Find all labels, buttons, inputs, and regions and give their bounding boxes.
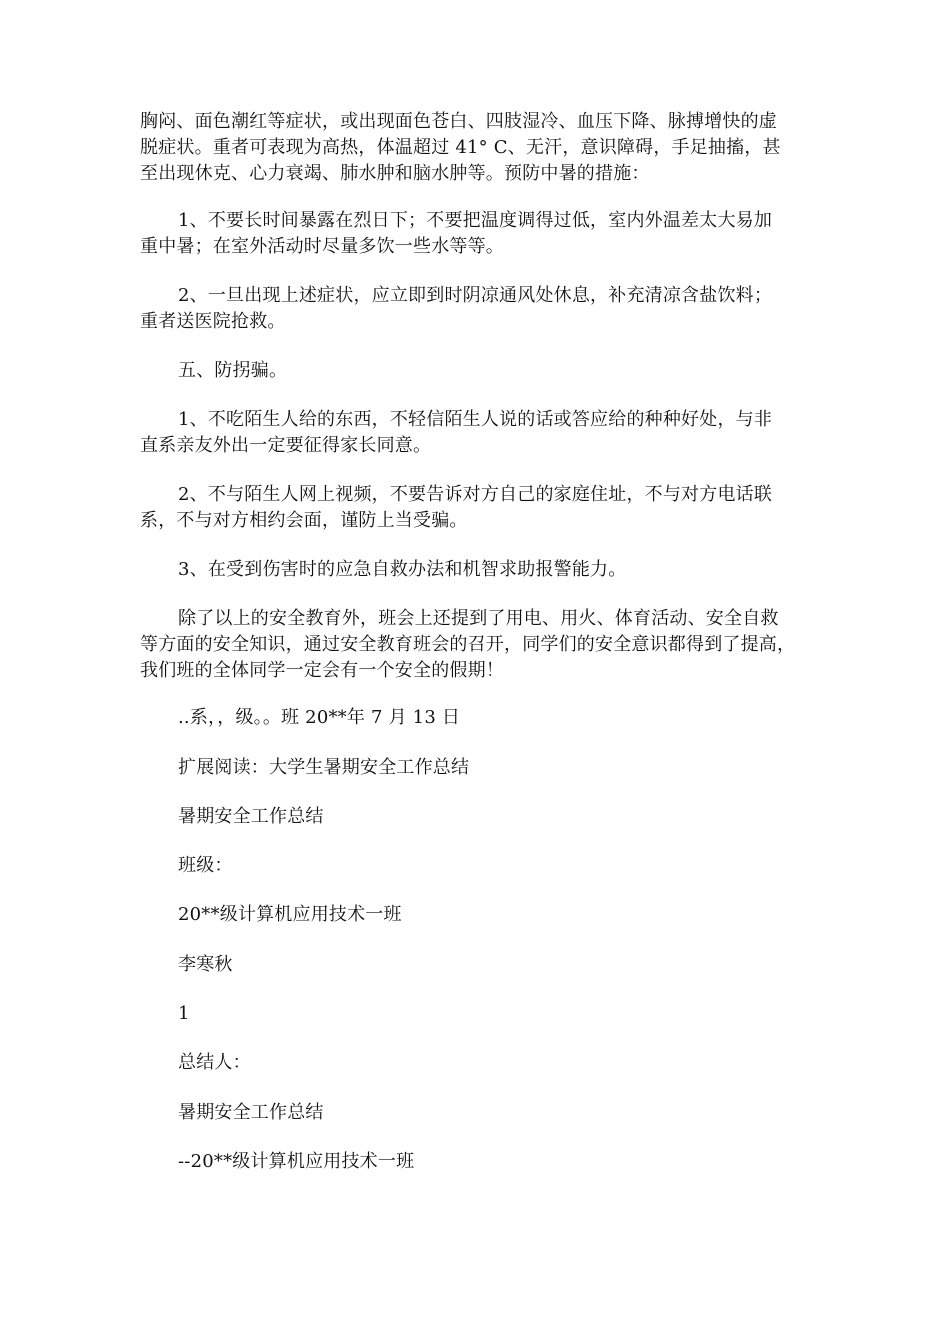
text-line: 暑期安全工作总结 [178, 1102, 324, 1123]
text-line: 班级： [178, 855, 233, 876]
summarizer-label [178, 1050, 824, 1076]
text-line: 总结人： [178, 1052, 251, 1073]
text-line: 胸闷、面色潮红等症状，或出现面色苍白、四肢湿冷、血压下降、脉搏增快的虚 [140, 111, 777, 132]
class-label [178, 853, 824, 879]
paragraph-heatstroke-tip-1 [140, 208, 824, 260]
paragraph-heatstroke-symptoms [140, 109, 824, 187]
text-line: 1、不要长时间暴露在烈日下；不要把温度调得过低，室内外温差太大易加 [178, 210, 773, 231]
text-line: 2、一旦出现上述症状，应立即到时阴凉通风处休息，补充清凉含盐饮料； [178, 285, 773, 306]
summary-title [178, 804, 824, 830]
text-line: 等方面的安全知识，通过安全教育班会的召开，同学们的安全意识都得到了提高， [140, 634, 796, 655]
paragraph-anti-abduction-tip-1 [140, 407, 824, 459]
paragraph-anti-abduction-tip-2 [140, 482, 824, 534]
page-number [178, 1001, 824, 1027]
text-line: 至出现休克、心力衰竭、肺水肿和脑水肿等。预防中暑的措施： [140, 163, 650, 184]
text-line: 1 [178, 1003, 190, 1024]
text-line: 重中暑；在室外活动时尽量多饮一些水等等。 [140, 236, 504, 257]
text-line: --20**级计算机应用技术一班 [178, 1151, 415, 1172]
paragraph-anti-abduction-tip-3 [178, 557, 824, 583]
author-name [178, 952, 824, 978]
text-line: 2、不与陌生人网上视频，不要告诉对方自己的家庭住址，不与对方电话联 [178, 484, 773, 505]
section-heading-anti-abduction [178, 358, 824, 384]
text-line: 20**级计算机应用技术一班 [178, 904, 402, 925]
text-line: ..系，，级。。班 20**年 7 月 13 日 [178, 707, 461, 728]
text-line: 我们班的全体同学一定会有一个安全的假期！ [140, 660, 504, 681]
text-line: 系，不与对方相约会面，谨防上当受骗。 [140, 510, 468, 531]
text-line: 除了以上的安全教育外，班会上还提到了用电、用火、体育活动、安全自救 [178, 608, 779, 629]
text-line: 直系亲友外出一定要征得家长同意。 [140, 435, 432, 456]
text-line: 五、防拐骗。 [178, 360, 288, 381]
text-line: 3、在受到伤害时的应急自救办法和机智求助报警能力。 [178, 559, 627, 580]
text-line: 暑期安全工作总结 [178, 806, 324, 827]
class-name [178, 902, 824, 928]
summary-subtitle-class [178, 1149, 824, 1175]
summary-title-repeat [178, 1100, 824, 1126]
text-line: 李寒秋 [178, 954, 233, 975]
text-line: 1、不吃陌生人给的东西，不轻信陌生人说的话或答应给的种种好处，与非 [178, 409, 773, 430]
text-line: 重者送医院抢救。 [140, 311, 286, 332]
paragraph-summary [140, 606, 824, 684]
date-line [178, 705, 824, 731]
extended-reading-title [178, 755, 824, 781]
text-line: 扩展阅读：大学生暑期安全工作总结 [178, 757, 470, 778]
paragraph-heatstroke-tip-2 [140, 283, 824, 335]
text-line: 脱症状。重者可表现为高热，体温超过 41° C、无汗，意识障碍，手足抽搐，甚 [140, 137, 781, 158]
